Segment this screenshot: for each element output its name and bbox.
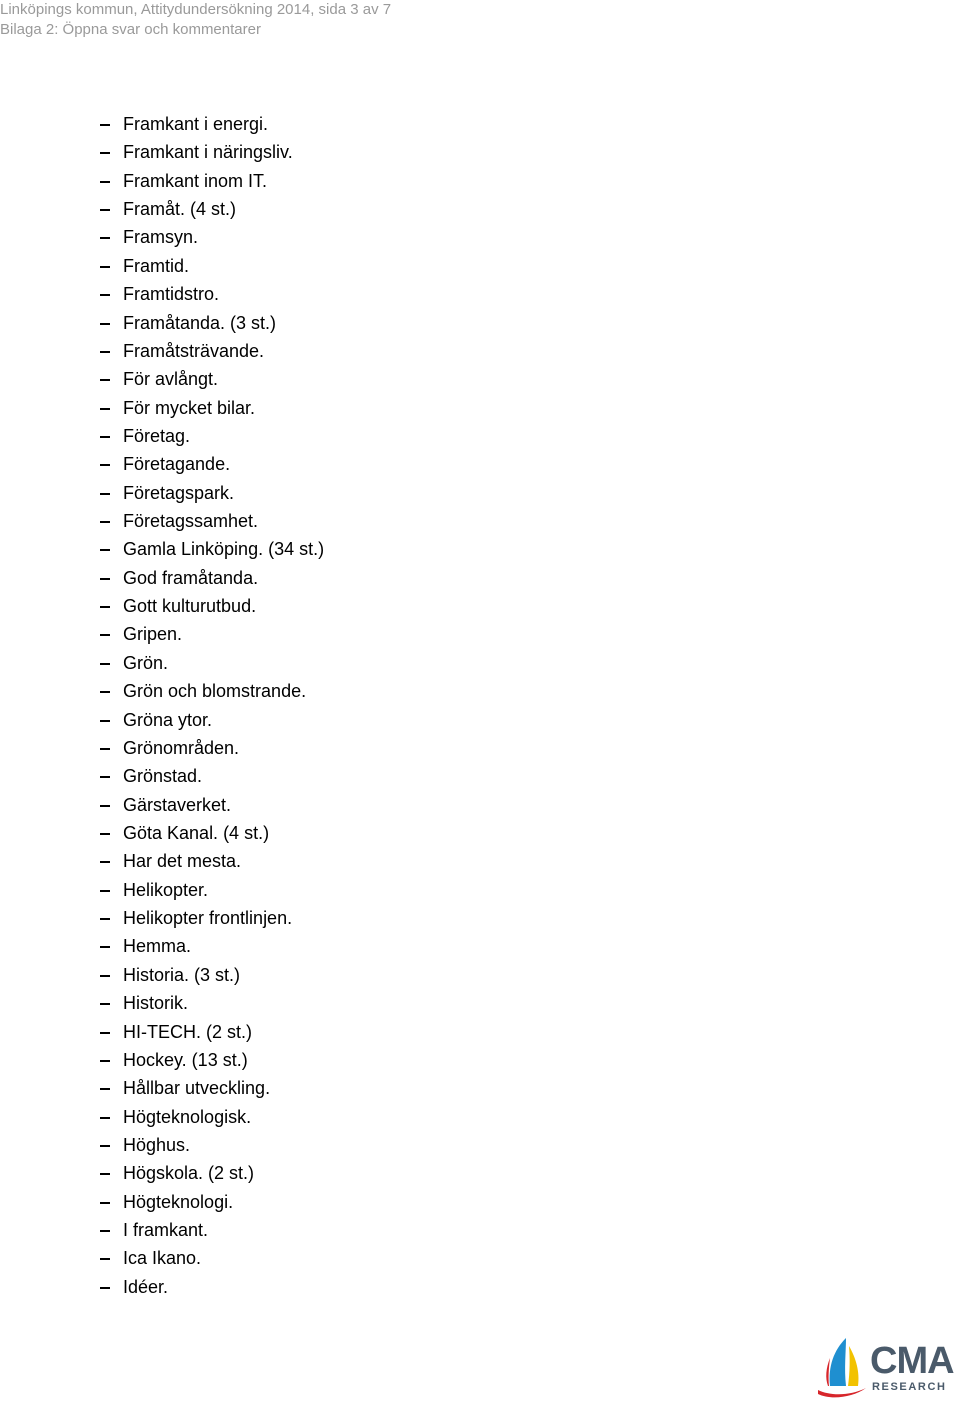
list-item [100,223,324,251]
list-item [100,564,324,592]
header-title: Linköpings kommun, Attitydundersökning 2014, sida 3 av 7 [0,1,392,18]
list-item-text: Framkant i näringsliv. [123,142,293,163]
list-item-text: Gärstaverket. [123,794,232,815]
dash-bullet-icon [100,549,110,551]
dash-bullet-icon [100,493,110,495]
list-item [100,706,324,734]
sail-logo-icon [816,1336,868,1402]
list-item-text: För mycket bilar. [123,397,256,418]
list-item [100,1131,324,1159]
list-item-text: Helikopter. [123,879,209,900]
dash-bullet-icon [100,1202,110,1204]
list-item-text: Grönområden. [123,737,240,758]
dash-bullet-icon [100,294,110,296]
dash-bullet-icon [100,720,110,722]
dash-bullet-icon [100,1003,110,1005]
header-subtitle: Bilaga 2: Öppna svar och kommentarer [0,21,261,38]
list-item [100,1046,324,1074]
dash-bullet-icon [100,379,110,381]
list-item [100,422,324,450]
list-item [100,1103,324,1131]
list-item-text: Grön och blomstrande. [123,681,307,702]
list-item-text: Göta Kanal. (4 st.) [123,822,270,843]
list-item [100,507,324,535]
dash-bullet-icon [100,890,110,892]
list-item [100,989,324,1017]
dash-bullet-icon [100,351,110,353]
list-item [100,450,324,478]
list-item-text: God framåtanda. [123,567,259,588]
dash-bullet-icon [100,1173,110,1175]
dash-bullet-icon [100,1258,110,1260]
list-item [100,819,324,847]
list-item [100,620,324,648]
list-item [100,337,324,365]
dash-bullet-icon [100,408,110,410]
list-item [100,479,324,507]
list-item-text: Gröna ytor. [123,709,213,730]
list-item-text: Gamla Linköping. (34 st.) [123,539,325,560]
list-item [100,649,324,677]
list-item [100,847,324,875]
dash-bullet-icon [100,805,110,807]
list-item [100,138,324,166]
list-item [100,195,324,223]
dash-bullet-icon [100,634,110,636]
dash-bullet-icon [100,606,110,608]
list-item [100,167,324,195]
dash-bullet-icon [100,1060,110,1062]
list-item-text: I framkant. [123,1220,209,1241]
dash-bullet-icon [100,578,110,580]
dash-bullet-icon [100,918,110,920]
dash-bullet-icon [100,152,110,154]
list-item-text: Grön. [123,652,169,673]
list-item [100,961,324,989]
list-item [100,1159,324,1187]
list-item-text: Högteknologi. [123,1191,234,1212]
dash-bullet-icon [100,663,110,665]
dash-bullet-icon [100,1088,110,1090]
cma-research-logo [816,1336,960,1402]
list-item [100,110,324,138]
list-item [100,394,324,422]
list-item-text: Framåtanda. (3 st.) [123,312,277,333]
list-item-text: Företagssamhet. [123,511,259,532]
list-item-text: Framtidstro. [123,284,220,305]
list-item [100,280,324,308]
dash-bullet-icon [100,209,110,211]
dash-bullet-icon [100,436,110,438]
list-item-text: Företagspark. [123,482,235,503]
list-item [100,734,324,762]
dash-bullet-icon [100,748,110,750]
list-item [100,252,324,280]
dash-bullet-icon [100,1145,110,1147]
list-item [100,535,324,563]
list-item [100,1018,324,1046]
list-item-text: Gripen. [123,624,183,645]
list-item [100,932,324,960]
dash-bullet-icon [100,861,110,863]
dash-bullet-icon [100,1287,110,1289]
list-item-text: Framsyn. [123,227,199,248]
list-item-text: Helikopter frontlinjen. [123,908,293,929]
list-item [100,1244,324,1272]
dash-bullet-icon [100,124,110,126]
list-item-text: Grönstad. [123,766,203,787]
list-item [100,876,324,904]
list-item-text: Framåtsträvande. [123,340,265,361]
list-item-text: Har det mesta. [123,851,242,872]
dash-bullet-icon [100,975,110,977]
dash-bullet-icon [100,691,110,693]
list-item [100,791,324,819]
list-item-text: Högskola. (2 st.) [123,1163,255,1184]
list-item-text: Framåt. (4 st.) [123,199,237,220]
list-item-text: Idéer. [123,1276,169,1297]
list-item [100,677,324,705]
list-item [100,1074,324,1102]
list-item-text: Hemma. [123,936,192,957]
list-item [100,365,324,393]
list-item [100,1188,324,1216]
list-item-text: Ica Ikano. [123,1248,202,1269]
list-item-text: HI-TECH. (2 st.) [123,1021,252,1042]
list-item-text: Framkant inom IT. [123,170,268,191]
list-item-text: Framtid. [123,255,190,276]
list-item-text: Höghus. [123,1134,191,1155]
list-item [100,1273,324,1301]
dash-bullet-icon [100,323,110,325]
dash-bullet-icon [100,1230,110,1232]
logo-subtitle: RESEARCH [872,1381,947,1393]
dash-bullet-icon [100,946,110,948]
list-item-text: Historik. [123,993,189,1014]
dash-bullet-icon [100,266,110,268]
logo-wordmark: CMA [870,1340,954,1382]
dash-bullet-icon [100,237,110,239]
list-item-text: Framkant i energi. [123,114,269,134]
list-item [100,1216,324,1244]
list-item-text: Gott kulturutbud. [123,596,257,617]
list-item-text: Företagande. [123,454,231,475]
list-item-text: Högteknologisk. [123,1106,252,1127]
list-item-text: Hockey. (13 st.) [123,1049,248,1070]
dash-bullet-icon [100,521,110,523]
list-item [100,309,324,337]
list-item-text: Hållbar utveckling. [123,1078,271,1099]
page-header [0,0,391,40]
dash-bullet-icon [100,833,110,835]
list-item [100,904,324,932]
dash-bullet-icon [100,776,110,778]
list-item-text: Historia. (3 st.) [123,964,241,985]
list-item [100,592,324,620]
dash-bullet-icon [100,1117,110,1119]
dash-bullet-icon [100,181,110,183]
answer-list [100,110,324,1301]
list-item [100,762,324,790]
dash-bullet-icon [100,1032,110,1034]
dash-bullet-icon [100,464,110,466]
list-item-text: För avlångt. [123,369,219,390]
list-item-text: Företag. [123,425,191,446]
